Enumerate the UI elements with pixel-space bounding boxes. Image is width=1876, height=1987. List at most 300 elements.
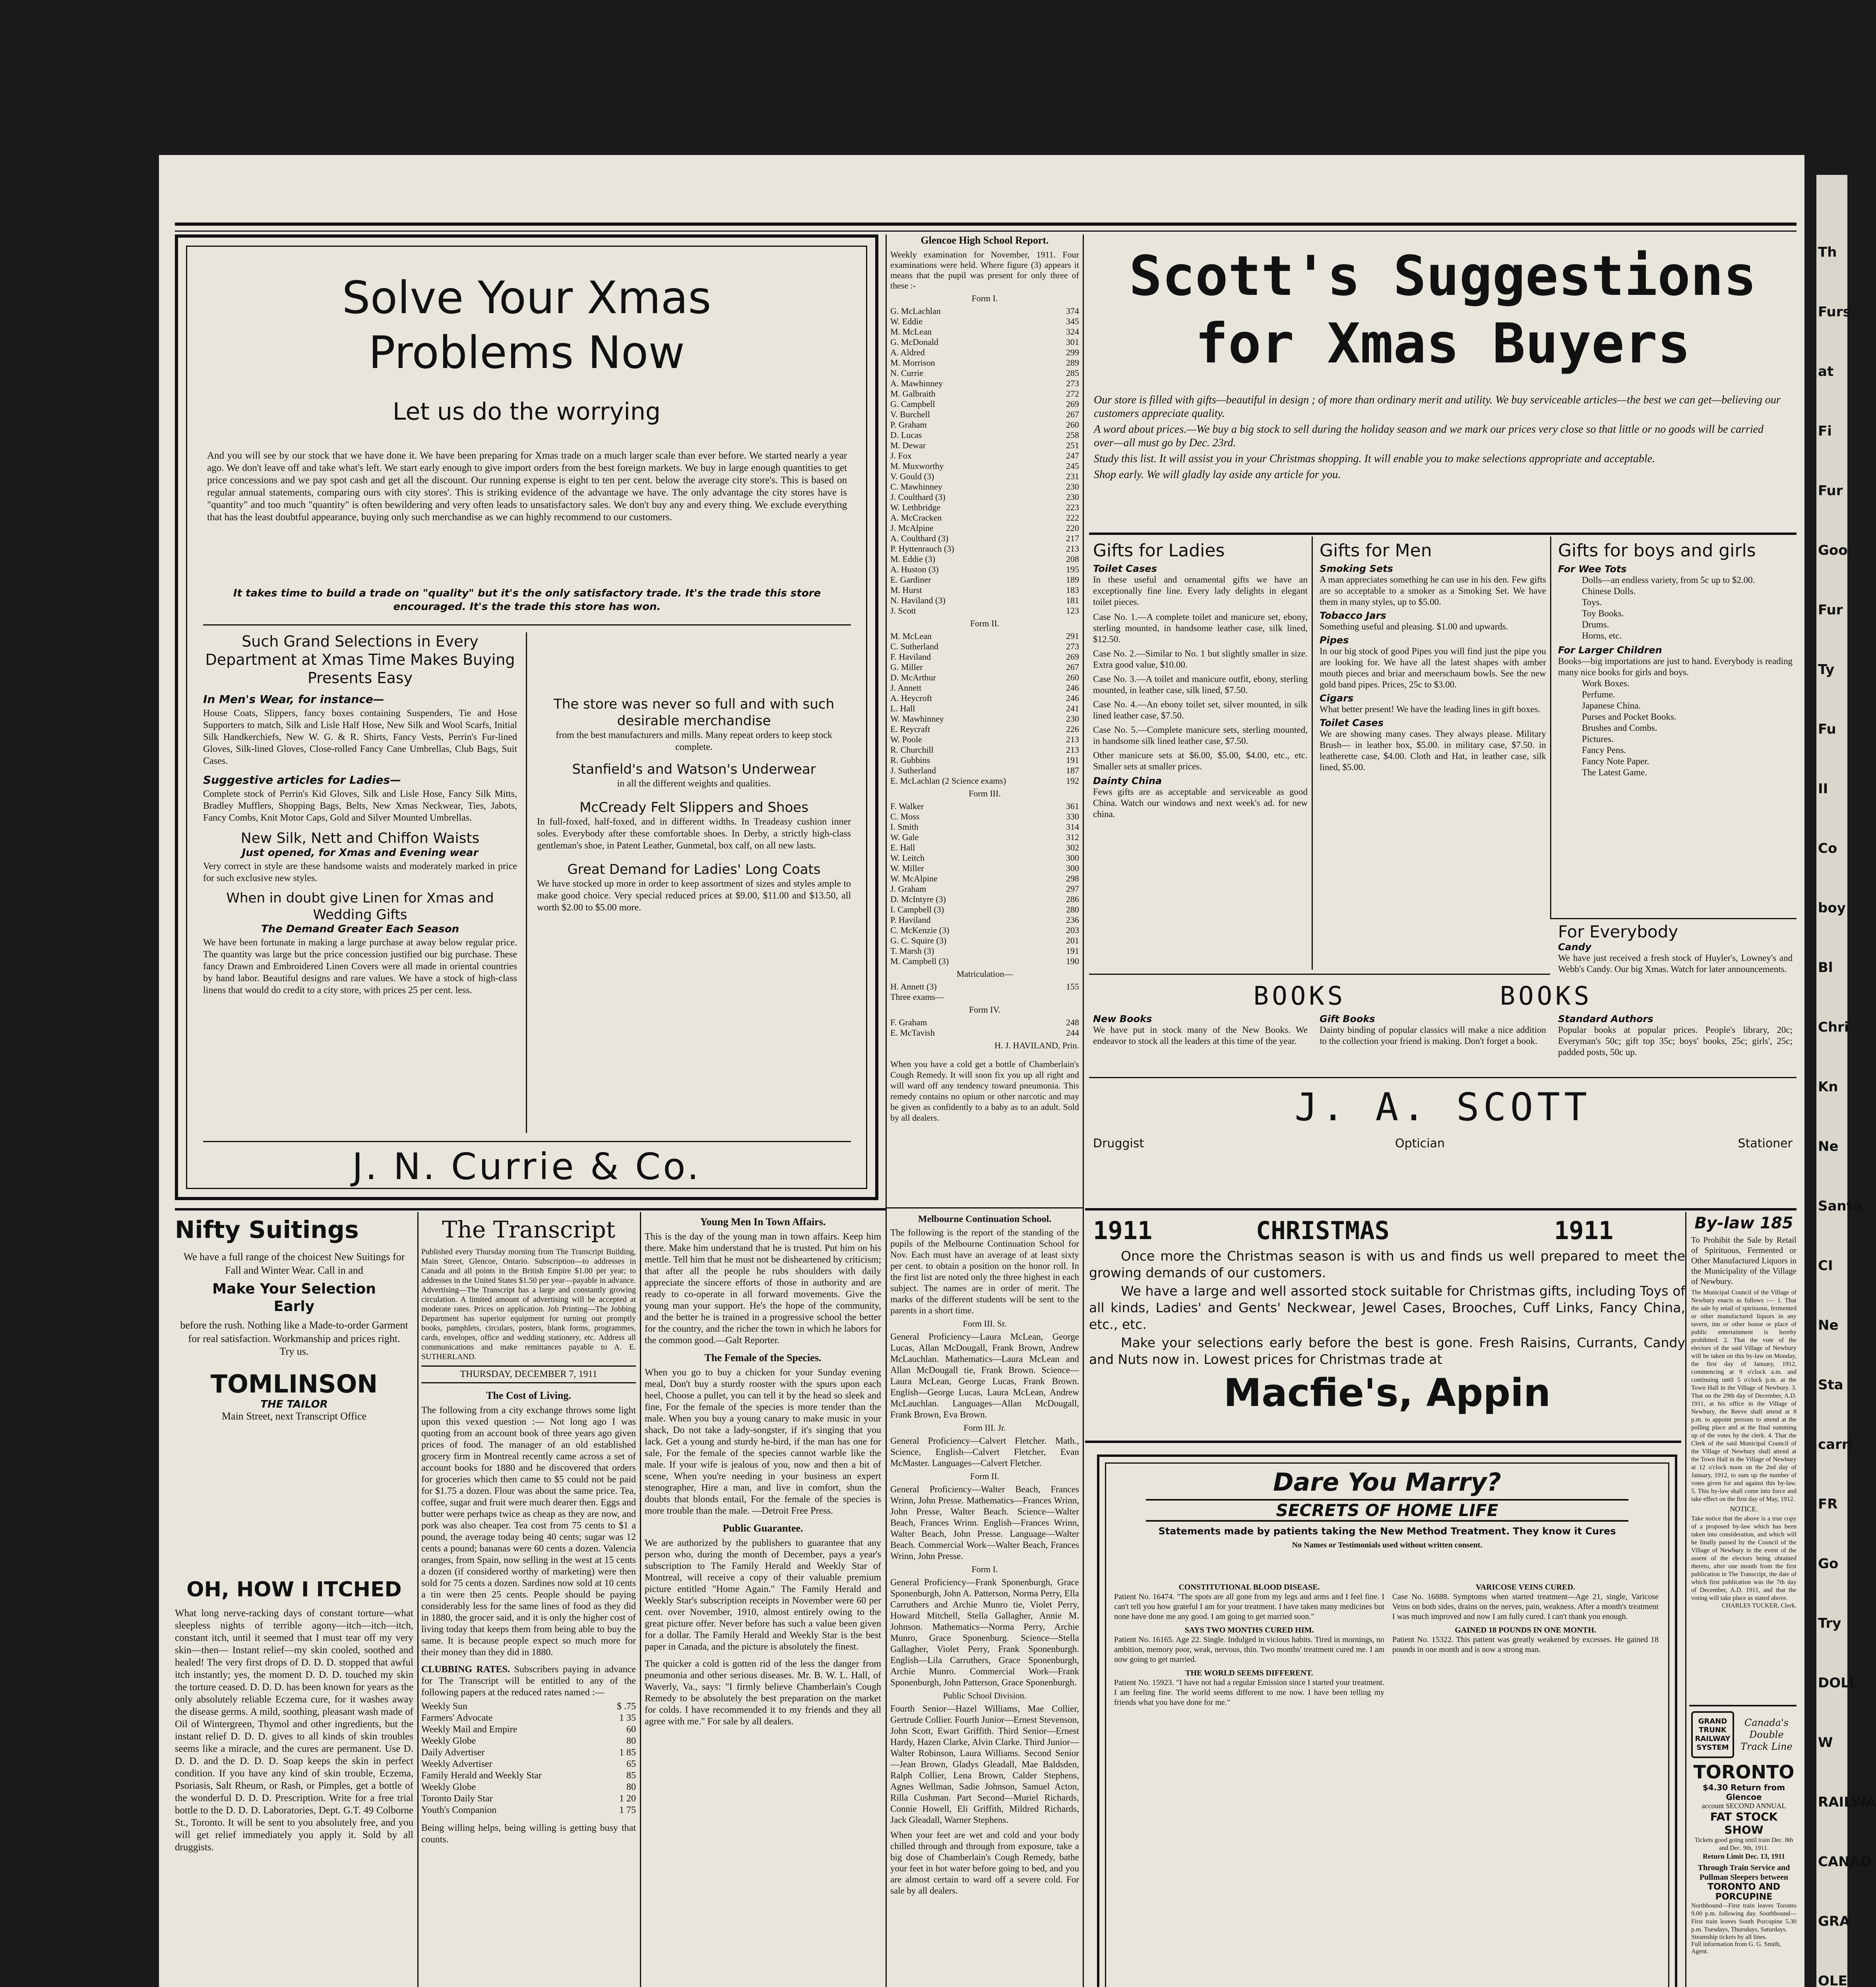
student-name: T. Marsh (3) [890,946,934,956]
clipped-fragment: DOLL [1818,1675,1858,1691]
student-score: 155 [1066,982,1079,992]
currie-waists-sub: Just opened, for Xmas and Evening wear [242,847,479,859]
student-score: 231 [1066,471,1079,481]
scott-candy-head: Candy [1558,941,1591,953]
student-score: 297 [1066,884,1079,894]
currie-divider [203,624,851,626]
nifty-ad [175,1216,413,1574]
student-score: 273 [1066,641,1079,651]
table-row [421,1770,636,1782]
student-name: M. Galbraith [890,389,936,399]
macfie-year-right: 1911 [1554,1216,1614,1245]
bylaw-text: The Municipal Council of the Village of Newbury enacts as follows :— 1. That the sale by retail of spirituous, fermented or other manufactured liquors in any tavern, inn or other house or place of public entertainment is hereby prohibited. 2. That the vote of the electors of the said Village of Newbury will be taken on this by-law on Monday, the first day of January, 1912, commencing at 9 o'clock a.m. and continuing until 5 o'clock p.m. at the Town Hall in the Village of Newbury. 3. That on the 29th day of December, A.D. 1911, at his office in the Village of Newbury, the Reeve shall attend at 8 p.m. to appoint persons to attend at the polling place and at the final summing up of the votes by the clerk. 4. That the Clerk of the said Municipal Council of the Village of Newbury shall attend at the Town Hall in the Village of Newbury at 12 o'clock noon on the 2nd day of January, 1912, to sum up the number of votes given for and against this by-law. 5. This by-law shall come into force and take effect on the first day of May, 1912. [1691,1289,1797,1503]
railway-through: Through Train Service and Pullman Sleepers between [1698,1863,1790,1882]
student-score: 246 [1066,683,1079,693]
nifty-head2: Make Your Selection Early [212,1281,376,1315]
scott-boys-head: Gifts for boys and girls [1558,540,1756,561]
student-name: M. Dewar [890,440,926,450]
student-score: 190 [1066,956,1079,966]
scott-sig-rule [1089,1077,1797,1078]
student-score: 260 [1066,672,1079,682]
currie-waists-text: Very correct in style are these handsome waists and moderately marked in price for such exclusive new styles. [203,861,517,883]
railway-show: FAT STOCK SHOW [1710,1810,1778,1836]
table-row [890,409,1079,420]
scott-books-word-1: BOOKS [1253,982,1346,1011]
student-name: M. Morrison [890,358,935,368]
glencoe-form-table [890,801,1079,966]
table-row [890,316,1079,327]
table-row [890,420,1079,430]
table-row [890,389,1079,399]
table-row [890,430,1079,440]
student-name: P. Hyttenrauch (3) [890,544,954,554]
scott-prices: A word about prices.—We buy a big stock to sell during the holiday season and we mark our prices very close so that little or no goods will be carried over—all must go by Dec. 23rd. [1094,423,1764,449]
clipped-fragment: Fi [1818,423,1832,439]
macfie-p2: We have a large and well assorted stock suitable for Christmas gifts, including Toys of all kinds, Ladies' and Gents' Neckwear, Jewel Cases, Brooches, Cuff Links, Fancy China, etc., etc. [1089,1283,1685,1332]
young-column [645,1216,881,1987]
student-score: 247 [1066,451,1079,461]
student-name: W. Miller [890,863,924,873]
paper-name: Family Herald and Weekly Star [421,1770,542,1781]
student-score: 267 [1066,662,1079,672]
list-item: Fancy Pens. [1582,745,1626,755]
list-item: Perfume. [1582,689,1615,699]
clipped-fragment: RAILWA [1818,1794,1876,1810]
student-name: M. McLean [890,631,932,641]
melbourne-sections [890,1319,1079,1826]
table-row [890,801,1079,811]
glencoe-intro: Weekly examination for November, 1911. Four examinations were held. Where figure (3) appears it means that the pupil was present for only three of these :- [890,250,1079,290]
table-row [890,652,1079,662]
table-row [421,1747,636,1758]
list-item: Toy Books. [1582,608,1624,618]
clipped-fragment: boy [1818,900,1846,916]
student-score: 189 [1066,575,1079,585]
glencoe-form-table [890,306,1079,616]
table-row [890,533,1079,544]
table-row [421,1735,636,1747]
scott-ladies-manicure: Other manicure sets at $6.00, $5.00, $4.00, etc., etc. Smaller sets at smaller prices. [1093,750,1308,771]
bylaw-title: By-law 185 [1694,1214,1793,1232]
transcript-cost-title: The Cost of Living. [486,1390,571,1401]
student-name: W. Leitch [890,853,924,863]
scott-title-line1: Scott's Suggestions [1129,244,1757,308]
table-row [890,693,1079,703]
scott-ladies-head: Gifts for Ladies [1093,540,1225,561]
scott-tobacco-text: Something useful and pleasing. $1.00 and upwards. [1320,622,1508,631]
bylaw-notice: NOTICE. [1730,1505,1758,1513]
kennedy-case4-head: GAINED 18 POUNDS IN ONE MONTH. [1455,1626,1596,1635]
clipped-fragment: Co [1818,841,1837,856]
student-score: 361 [1066,801,1079,811]
scott-newbooks-head: New Books [1093,1013,1152,1024]
kennedy-case2-text: Case No. 16888. Symptoms when started treatment—Age 21, single, Varicose Veins on both sides, drains on the nerves, pain, weakness. After a month's treatment I was much improved and now I am fully cured. I can't thank you enough. [1392,1592,1659,1621]
kennedy-dare: Dare You Marry? [1273,1468,1501,1497]
clipped-fragment: II [1818,781,1828,797]
scott-candy-text: We have just received a fresh stock of Huyler's, Lowney's and Webb's Candy. Our big Xmas. Watch for later announcements. [1558,953,1793,974]
paper-name: Weekly Sun [421,1701,468,1712]
melbourne-section-text: General Proficiency—Laura McLean, George Lucas, Allan McDougall, Frank Brown, Andrew McLauchlan. Mathematics—Laura McLean and Allan McDougall tie, Frank Brown. Science—Laura McLean, George Lucas, Frank Brown. English—George Lucas, Laura McLean, Andrew McLauchlan. Languages—Allan McDougall, Frank Brown, Eva Brown. [890,1332,1079,1420]
student-name: A. Huston (3) [890,564,939,574]
railway-account: account SECOND ANNUAL [1702,1802,1786,1810]
student-name: R. Churchill [890,745,934,755]
student-score: 248 [1066,1017,1079,1027]
scott-ladies-case2: Case No. 2.—Similar to No. 1 but slightly smaller in size. Extra good value, $10.00. [1093,649,1308,670]
scott-intro-block [1094,393,1785,529]
female-text: When you go to buy a chicken for your Sunday evening meal, Don't buy a sturdy rooster with the spurs upon each heel, Choose a pullet, you can tell it by the head so sleek and fine, For the female of the species is more tender than the male. When you buy a young canary to make music in your shack, Do not take a lady-songster, if it's singing that you lack. Get a young and sturdy he-bird, if the man has one for sale, For the female of the species cannot warble like the male. If your wife is jealous of you, now and then a bit of scene, When you're needing in your business an expert stenographer, Hire a man, and live in comfort, shun the doubts that blonds entail, For the female of the species is more trouble than the male. —Detroit Free Press. [645,1367,881,1516]
student-name: N. Currie [890,368,924,378]
student-name: C. Sutherland [890,641,938,651]
scott-wee-head: For Wee Tots [1558,564,1627,575]
table-row [890,873,1079,884]
paper-rate: 60 [626,1724,636,1735]
student-score: 300 [1066,853,1079,863]
student-score: 213 [1066,745,1079,755]
student-name: G. Miller [890,662,923,672]
table-row [890,672,1079,683]
kennedy-case5-text: Patient No. 15923. "I have not had a regular Emission since I started your treatment. I am feeling fine. The world seems different to me now. I have been telling my friends what you have done for me." [1114,1678,1384,1707]
student-name: C. Moss [890,811,920,821]
scott-wee-list [1558,575,1793,641]
clipped-fragment: Santa [1818,1198,1862,1214]
table-row [890,564,1079,575]
currie-right-column [537,632,851,1137]
student-name: M. Muxworthy [890,461,944,471]
railway-steamship: Steamship tickets by all lines. [1691,1934,1767,1941]
scott-cigars-head: Cigars [1320,693,1354,704]
table-row [421,1805,636,1816]
table-row [890,1017,1079,1028]
melbourne-feet-text: When your feet are wet and cold and your body chilled through and through from exposure, take a big dose of Chamberlain's Cough Remedy, bathe your feet in hot water before going to bed, and you are almost certain to ward off a severe cold. For sale by all dealers. [890,1830,1079,1896]
paper-rate: 1 85 [619,1747,636,1758]
currie-sig-rule [203,1141,851,1142]
transcript-clubbing-title: CLUBBING RATES. [421,1664,510,1675]
glencoe-cough-text: When you have a cold get a bottle of Chamberlain's Cough Remedy. It will soon fix you up all right and will ward off any tendency toward pneumonia. This remedy contains no opium or other narcotic and may be given as confidently to a baby as to an adult. Sold by all dealers. [890,1059,1079,1123]
table-row [890,982,1079,992]
newspaper-page [159,155,1804,1987]
table-row [890,492,1079,502]
clipped-fragment: Ne [1818,1317,1839,1333]
table-row [890,595,1079,606]
currie-ladies-text: Complete stock of Perrin's Kid Gloves, Silk and Lisle Hose, Fancy Silk Mitts, Bradley Mufflers, Shopping Bags, Belts, New Xmas Neckwear, Ties, Jabots, Fancy Combs, Knit Motor Caps, Gold and Silver Mounted Umbrellas. [203,789,517,823]
student-name: A. Aldred [890,347,925,357]
railway-tickets: Tickets good going until train Dec. 8th and Dec. 9th, 1911. [1694,1837,1793,1851]
clipped-fragment: carri [1818,1437,1853,1452]
table-row [890,703,1079,714]
kennedy-case3-head: SAYS TWO MONTHS CURED HIM. [1184,1626,1314,1635]
paper-name: Weekly Globe [421,1736,476,1746]
clipped-fragment: Fur [1818,483,1843,499]
list-item: Chinese Dolls. [1582,586,1636,596]
student-name: G. Campbell [890,399,935,409]
scott-giftbooks-head: Gift Books [1320,1013,1375,1024]
student-score: 272 [1066,389,1079,399]
scott-china-head: Dainty China [1093,775,1162,786]
student-name: E. McTavish [890,1028,935,1038]
student-score: 226 [1066,724,1079,734]
macfie-name: Macfie's, Appin [1223,1371,1551,1415]
table-row [890,606,1079,616]
transcript-pubinfo: Published every Thursday morning from The Transcript Building, Main Street, Glencoe, Ontario. Subscription—to addresses in Canada and all points in the British Empire $1.00 per year; to addresses in the United States $1.50 per year—payable in advance. Advertising—The Transcript has a large and constantly growing circulation. A limited amount of advertising will be accepted at moderate rates. Prices on application. Job Printing—The Jobbing Department has superior equipment for turning out promptly books, pamphlets, circulars, posters, blank forms, programmes, cards, envelopes, office and wedding stationery, etc. Address all communications and make remittances payable to A. E. SUTHERLAND. [421,1247,636,1361]
table-row [890,306,1079,316]
student-score: 245 [1066,461,1079,471]
table-row [890,399,1079,409]
table-row [890,904,1079,915]
scott-mtoilet-text: We are showing many cases. They always please. Military Brush— in leather box, $5.00. in military case, $7.50. in leatherette case, $4.00. Cloth and Hat, in leather case, silk lined, $5.00. [1320,729,1546,772]
currie-linen-text: We have been fortunate in making a large purchase at away below regular price. The quantity was large but the price concession justified our big purchase. These fancy Drawn and Embroidered Linen Covers were all made in oriental countries by hand labor. Beautiful designs and rare values. We have a stock of high-class linens that would do credit to a city store, with prices 25 per cent. less. [203,937,517,995]
student-name: J. Coulthard (3) [890,492,946,502]
clipped-fragment: Fu [1818,721,1836,737]
clipped-fragment: Sta [1818,1377,1843,1393]
melbourne-intro: The following is the report of the standing of the pupils of the Melbourne Continuation School for Nov. Each must have an average of at least sixty per cent. to obtain a position on the honor roll. In the first list are noted only the three highest in each subject. The names are in order of merit. The marks of the different students will be sent to the parents in a short time. [890,1228,1079,1315]
kennedy-inner [1105,1462,1669,1987]
student-score: 260 [1066,420,1079,430]
table-row [421,1724,636,1735]
currie-ladies-head: Suggestive articles for Ladies— [203,773,401,786]
kennedy-case4-text: Patient No. 15322. This patient was greatly weakened by excesses. He gained 18 pounds in one month and is now a strong man. [1392,1635,1659,1654]
table-row [890,863,1079,873]
student-score: 191 [1066,755,1079,765]
table-row [890,915,1079,925]
currie-title-line2: Problems Now [368,327,685,379]
clipped-fragment: Goo [1818,542,1848,558]
student-score: 289 [1066,358,1079,368]
paper-rate: 1 75 [619,1805,636,1815]
melbourne-section-head: Form III. Sr. [963,1319,1007,1329]
melbourne-title: Melbourne Continuation School. [918,1214,1052,1224]
kennedy-case1-text: Patient No. 16474. "The spots are all gone from my legs and arms and I feel fine. I can't tell you how grateful I am for your treatment. I have taken many medicines but none have done me any good. I am going to get married soon." [1114,1592,1384,1621]
student-score: 183 [1066,585,1079,595]
student-name: J. Fox [890,451,912,461]
student-name: V. Burchell [890,409,930,419]
scott-ladies-cases-text: In these useful and ornamental gifts we have an exceptionally fine line. Every lady delights in elegant toilet pieces. [1093,575,1308,607]
kennedy-names-note: No Names or Testimonials used without written consent. [1292,1541,1483,1549]
currie-underwear-text: in all the different weights and qualities. [617,779,771,789]
student-name: A. Heycroft [890,693,932,703]
clipped-fragment: Fur [1818,602,1843,618]
student-score: 220 [1066,523,1079,533]
student-score: 374 [1066,306,1079,316]
student-score: 195 [1066,564,1079,574]
currie-title-line1: Solve Your Xmas [342,272,711,324]
student-name: D. McArthur [890,672,936,682]
table-row [890,956,1079,966]
student-name: C. Mawhinney [890,482,942,492]
student-name: W. Poole [890,734,922,744]
list-item: Purses and Pocket Books. [1582,712,1676,722]
table-row [890,544,1079,554]
currie-underwear-head: Stanfield's and Watson's Underwear [572,761,816,777]
guarantee-title: Public Guarantee. [723,1522,803,1534]
scott-standard-head: Standard Authors [1558,1013,1653,1024]
kennedy-ad [1097,1454,1677,1987]
macfie-p3: Make your selections early before the best is gone. Fresh Raisins, Currants, Candy and Nuts now in. Lowest prices for Christmas trade at [1089,1335,1685,1367]
student-name: M. Hurst [890,585,922,595]
kennedy-case1-head: CONSTITUTIONAL BLOOD DISEASE. [1178,1583,1320,1592]
glencoe-form-table [890,982,1079,992]
clipped-fragment: OLE [1818,1973,1847,1987]
glencoe-form-table [890,1017,1079,1038]
clipped-fragment: Furs at [1818,304,1851,380]
clipped-fragment: Ty [1818,662,1835,678]
table-row [890,554,1079,564]
paper-rate: 85 [626,1770,636,1781]
student-name: M. Campbell (3) [890,956,949,966]
student-score: 298 [1066,873,1079,883]
railway-ad [1691,1709,1797,1987]
table-row [890,641,1079,652]
student-score: 286 [1066,894,1079,904]
table-row [890,471,1079,482]
macfie-christmas: CHRISTMAS [1256,1216,1390,1245]
currie-tagline: Let us do the worrying [392,398,661,426]
itched-text: What long nerve-racking days of constant torture—what sleepless nights of terrible agony—itch—itch—itch, constant itch, until it seemed that I must tear off my very skin—then— Instant relief—my skin cooled, soothed and healed! The very first drops of D. D. D. stopped that awful itch instantly; yes, the moment D. D. D. touched my skin the torture ceased. D. D. D. has been known for years as the only absolutely reliable Eczema cure, for it washes away the disease germs. A mild, soothing, pleasant wash made of Oil of Wintergreen, Thymol and other ingredients, but the instant relief D. D. D. gives to all kinds of skin troubles seems like a miracle, and the cures are permanent. Use D. D. D. and the D. D. D. Soap keeps the skin in perfect condition. If you have any kind of skin trouble, Eczema, Psoriasis, Salt Rheum, or Rash, or Pimples, get a bottle of the wonderful D. D. D. Prescription. Write for a free trial bottle to the D. D. D. Laboratories, Dept. G.T. 49 Colborne St., Toronto. It will be sent to you absolutely free, and you will get relief immediately you apply it. Sold by all druggists. [175,1608,413,1853]
student-name: H. Annett (3) [890,982,937,992]
melbourne-section-text: Fourth Senior—Hazel Williams, Mae Collier, Gertrude Collier. Fourth Junior—Ernest Stevenson, John Scott, Ewart Griffith. Third Senior—Ernest Hardy, Hazen Clarke, Alvin Clarke. Third Junior—Walter Robinson, Laura Williams. Second Senior—Jean Brown, Gladys Gleadall, Mae Baldsden, Ralph Collier, Lena Brown, Calder Stephens, Agnes Wellman, Sadie Johnson, Samuel Acton, Rilla Cushman. Part Second—Muriel Richards, Connie Howell, Eli Griffith, Mildred Richards, Jack Gleadall, Warner Stephens. [890,1704,1079,1825]
student-name: A. Mawhinney [890,378,943,388]
student-score: 201 [1066,935,1079,945]
currie-waists-head: New Silk, Nett and Chiffon Waists [240,830,480,846]
table-row [890,461,1079,471]
table-row [890,482,1079,492]
clipped-fragment: GRA [1818,1913,1850,1929]
adjacent-page-edge [1816,175,1876,1987]
currie-slippers-text: In full-foxed, half-foxed, and in different widths. In Treadeasy cushion inner soles. Everybody after these comfortable shoes. In Derby, a strictly high-class gentleman's shoe, in Patent Leather, Gunmetal, box calf, on all new lasts. [537,817,851,851]
student-score: 208 [1066,554,1079,564]
table-row [890,755,1079,765]
table-row [421,1712,636,1724]
list-item: Work Boxes. [1582,678,1630,688]
currie-left-head: Such Grand Selections in Every Department at Xmas Time Makes Buying Presents Easy [205,633,515,687]
currie-store-head: The store was never so full and with such desirable merchandise [553,696,835,729]
glencoe-form-table [890,631,1079,786]
clipped-fragment: W [1818,1735,1833,1751]
currie-slippers-head: McCready Felt Slippers and Shoes [579,800,808,815]
paper-name: Toronto Daily Star [421,1793,493,1804]
student-name: W. Gale [890,832,919,842]
student-score: 345 [1066,316,1079,326]
scott-ladies-case4: Case No. 4.—An ebony toilet set, silver mounted, in silk lined leather case, $7.50. [1093,699,1308,720]
student-score: 222 [1066,513,1079,523]
student-score: 203 [1066,925,1079,935]
scott-cigars-text: What better present! We have the leading lines in gift boxes. [1320,704,1541,714]
currie-ad [175,234,878,1200]
scott-roles [1093,1137,1793,1156]
scott-pipes-text: In our big stock of good Pipes you will find just the pipe you are looking for. We have all the latest shapes with amber mouth pieces and briar and meerschaum bowls. See the new gold band pipes. Prices, 25c to $3.00. [1320,646,1546,689]
scott-boys-girls [1558,540,1793,922]
transcript-dateline: THURSDAY, DECEMBER 7, 1911 [421,1365,636,1383]
table-row [890,378,1079,389]
table-row [890,765,1079,776]
table-row [421,1793,636,1805]
currie-coats-head: Great Demand for Ladies' Long Coats [567,862,821,877]
mid-rule-left [175,1208,886,1210]
scott-men [1320,540,1546,970]
list-item: Japanese China. [1582,701,1641,711]
table-row [421,1701,636,1712]
student-score: 230 [1066,714,1079,724]
paper-rate: $ .75 [617,1701,636,1712]
table-row [890,745,1079,755]
student-name: C. McKenzie (3) [890,925,950,935]
student-name: J. Graham [890,884,926,894]
student-score: 241 [1066,703,1079,713]
logo-word-1: GRAND [1698,1717,1727,1726]
clubbing-table [421,1701,636,1816]
macfie-year-left: 1911 [1093,1216,1153,1245]
scott-ladies-case1: Case No. 1.—A complete toilet and manicure set, ebony, sterling mounted, in handsome leather case, silk lined, $12.50. [1093,612,1308,644]
glencoe-title: Glencoe High School Report. [921,234,1049,246]
student-score: 217 [1066,533,1079,543]
paper-name: Farmers' Advocate [421,1713,493,1723]
macfie-ad [1089,1216,1685,1439]
scott-ad [1089,234,1797,1204]
student-name: V. Gould (3) [890,471,934,481]
nifty-address: Main Street, next Transcript Office [221,1410,367,1422]
scott-role-druggist: Druggist [1093,1137,1144,1150]
scott-books-rule [1089,974,1550,975]
student-score: 213 [1066,544,1079,554]
student-name: W. Eddie [890,316,923,326]
list-item: Toys. [1582,597,1602,607]
student-name: E. Reycraft [890,724,930,734]
table-row [890,884,1079,894]
clipped-fragment: CANAD [1818,1854,1872,1870]
scott-standard [1558,1013,1793,1073]
table-row [890,853,1079,863]
table-row [890,662,1079,672]
list-item: Brushes and Combs. [1582,723,1657,733]
currie-intro: And you will see by our stock that we have done it. We have been preparing for Xmas trade on a much larger scale than ever before. We started nearly a year ago. We don't leave off and take what's left. We start early enough to give import orders from the best foreign markets. We buy in large enough quantities to get price concessions and we pay spot cash and get all the discount. Our running expense is eight to ten per cent. below the average city store's. This is based on regular annual statements, comparing ours with city stores'. This is striking evidence of the advantage we have. The only advantage the city stores have is "quantity" and too much "quantity" is often bewildering and very often leads to unsatisfactory sales. We don't buy any and every thing. We exclude everything that has the least doubtful appearance, buying only such merchandise as we can highly recommend to our customers. [207,450,847,523]
kennedy-col-right [1392,1583,1659,1655]
student-score: 213 [1066,734,1079,744]
scott-everybody-rule [1550,918,1797,919]
scott-everybody-head: For Everybody [1558,922,1678,941]
table-row [890,776,1079,786]
table-row [890,734,1079,745]
macfie-p1: Once more the Christmas season is with us and finds us well prepared to meet the growing demands of our customers. [1089,1248,1685,1280]
student-score: 300 [1066,863,1079,873]
scott-title-line2: for Xmas Buyers [1195,312,1691,376]
scott-standard-text: Popular books at popular prices. People's library, 20c; Everyman's 50c; gift top 35c; boys' books, 25c; girls', 25c; padded posts, 50c up. [1558,1025,1793,1057]
table-row [890,337,1079,347]
list-item: Horns, etc. [1582,631,1622,641]
student-name: I. Smith [890,822,919,832]
scott-china-text: Fews gifts are as acceptable and serviceable as good China. Watch our windows and next week's ad. for new china. [1093,787,1308,819]
column-rule-1 [886,234,887,1987]
currie-linen-head: When in doubt give Linen for Xmas and Wedding Gifts [226,890,494,923]
list-item: Drums. [1582,620,1609,629]
student-score: 192 [1066,776,1079,786]
table-row [890,832,1079,842]
student-score: 324 [1066,327,1079,337]
table-row [421,1758,636,1770]
student-score: 251 [1066,440,1079,450]
clipped-fragment: FR [1818,1496,1838,1512]
scott-study: Study this list. It will assist you in your Christmas shopping. It will enable you to make selections appropriate and acceptable. [1094,453,1655,465]
clipped-fragment: CI [1818,1258,1833,1274]
kennedy-statement: Statements made by patients taking the New Method Treatment. They know it Cures [1158,1526,1616,1537]
student-score: 330 [1066,811,1079,821]
clipped-fragment: Ne [1818,1139,1839,1154]
scott-larger-list [1558,678,1793,778]
table-row [890,935,1079,946]
student-name: R. Gubbins [890,755,930,765]
student-name: G. McDonald [890,337,938,347]
scott-ladies-case3: Case No. 3.—A toilet and manicure outfit, ebony, sterling mounted, in leather case, silk lined, $7.50. [1093,674,1308,695]
table-row [890,502,1079,513]
student-name: P. Graham [890,420,927,430]
